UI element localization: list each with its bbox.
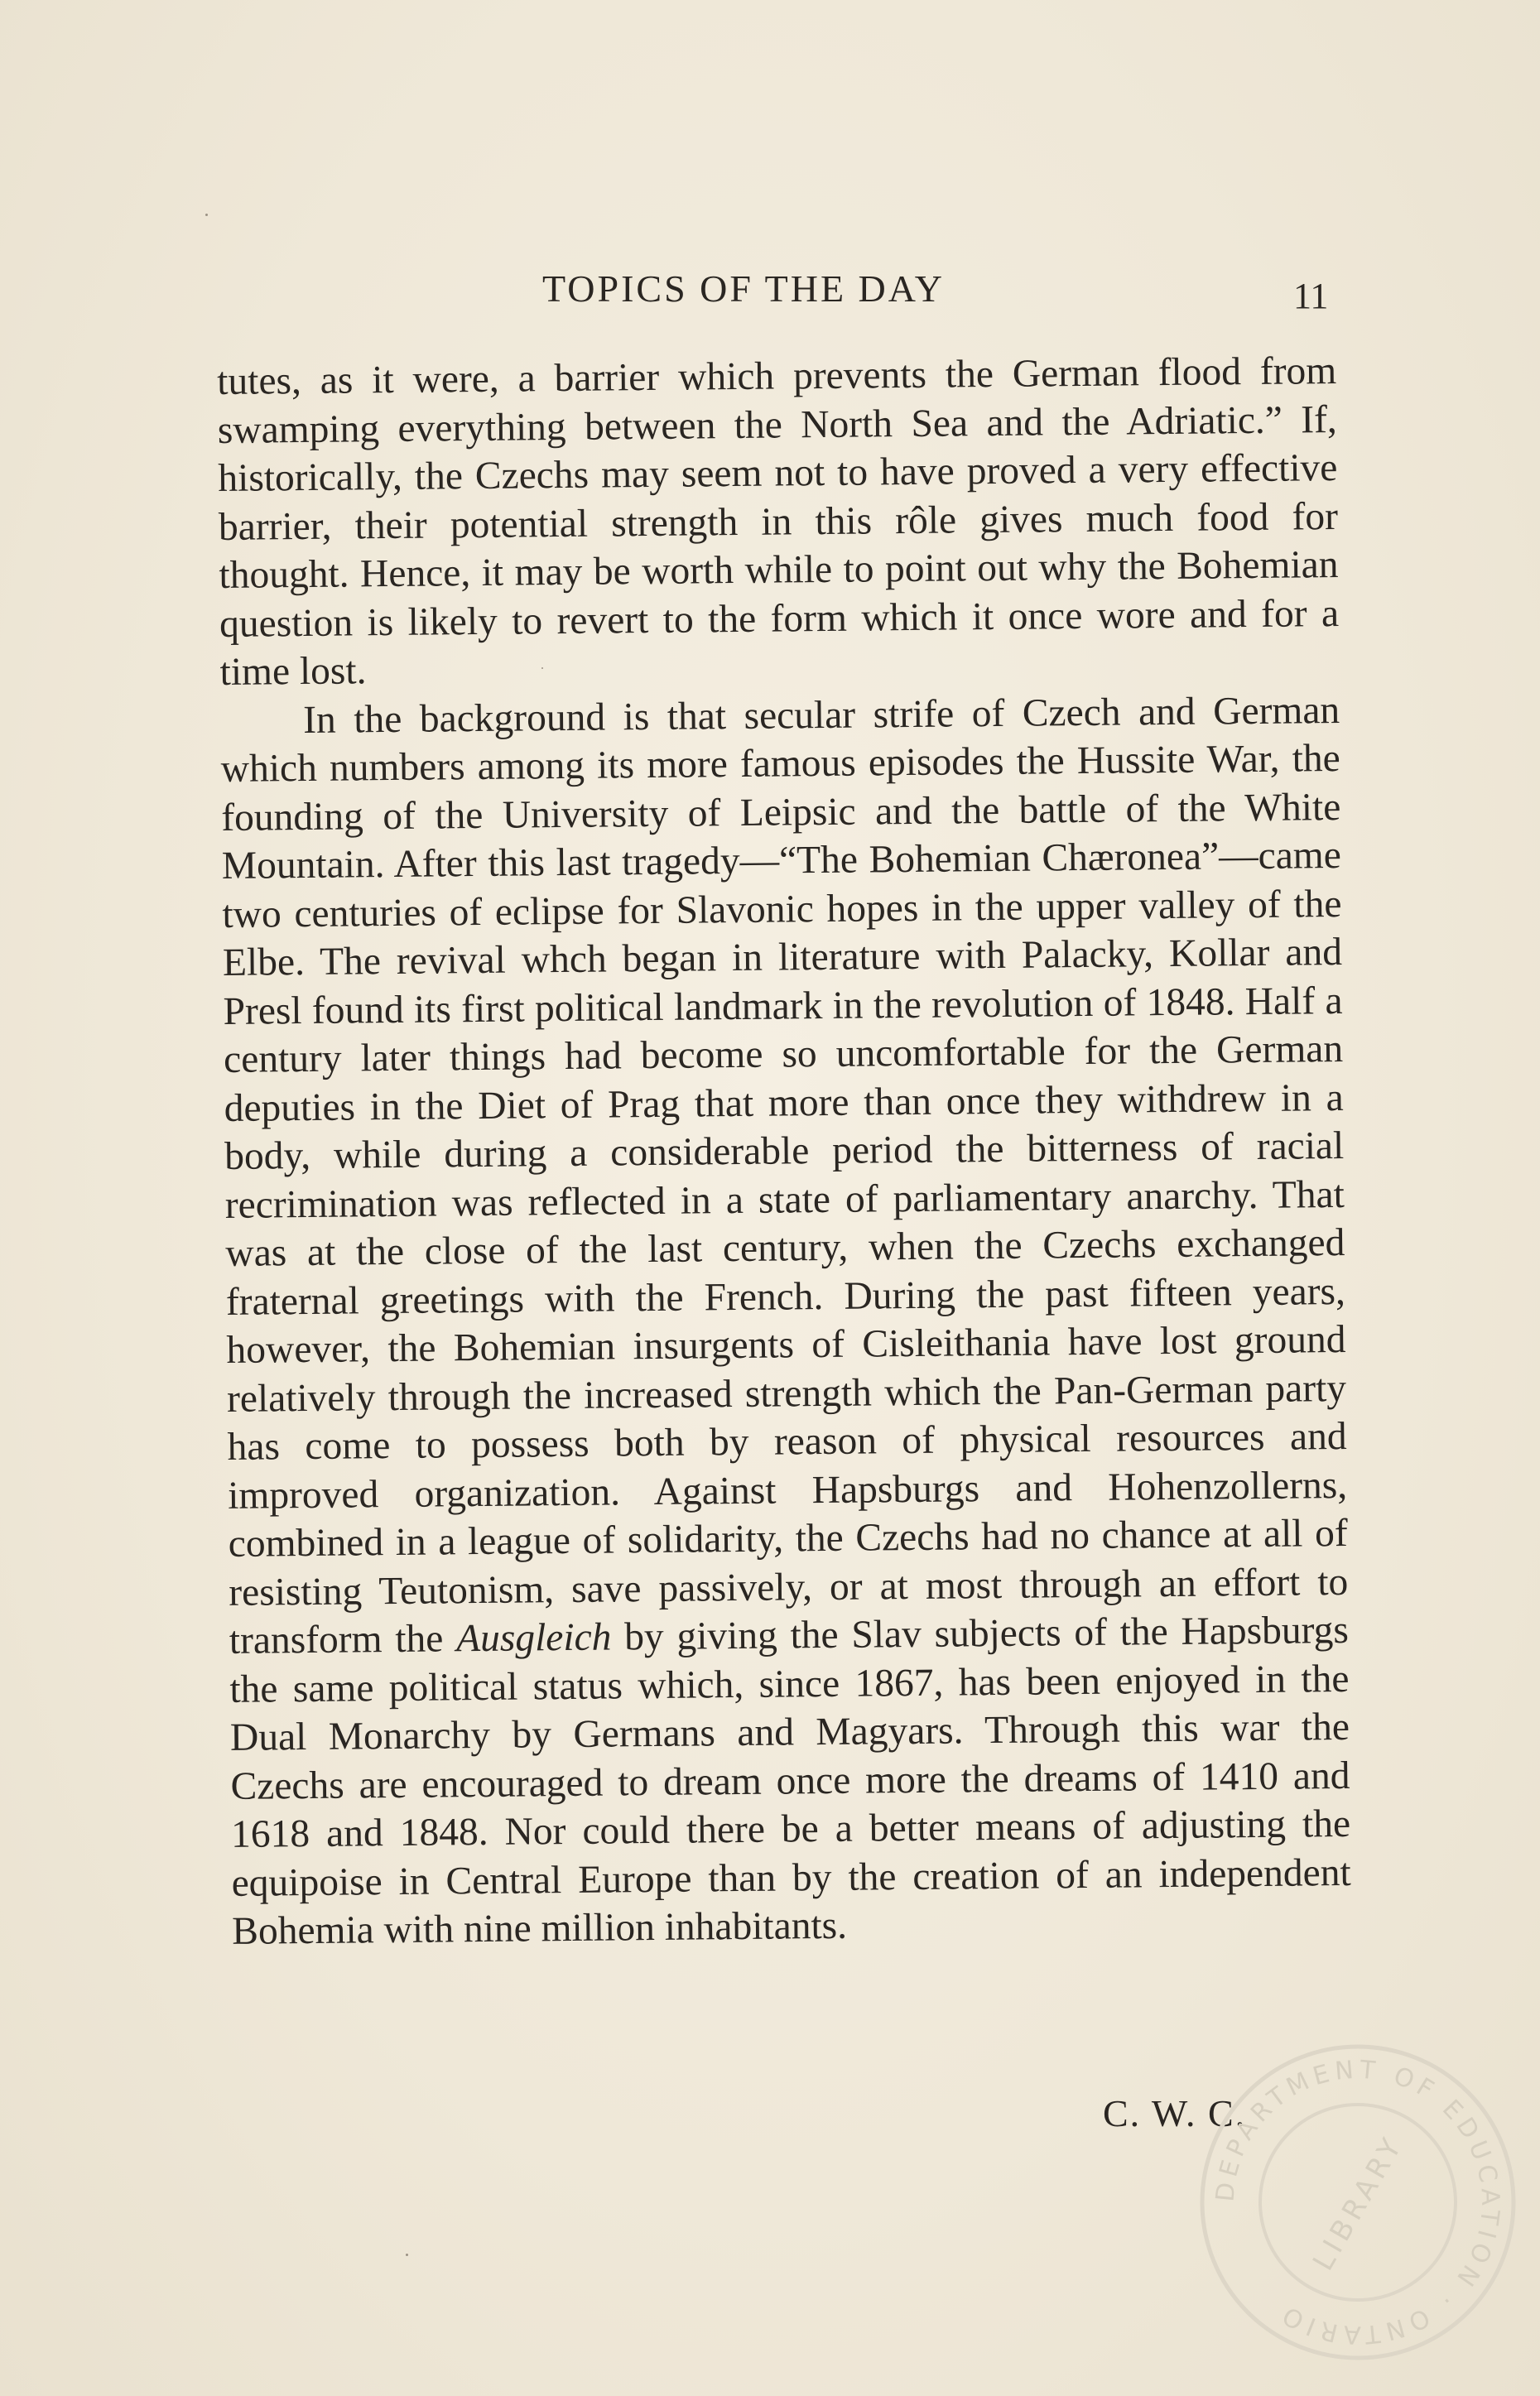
paper-speck xyxy=(541,667,543,669)
paragraph-2 xyxy=(220,686,1352,1956)
stamp-inner-text: LIBRARY xyxy=(1307,2129,1411,2277)
library-stamp xyxy=(1192,2037,1523,2368)
paragraph-2-part-2: by giving the Slav subjects of the Hapsburgs the same political status which, since 1867, has been enjoyed in the Dual Monarchy by Germans and Magyars. Through this war the Czechs are encouraged to dream once more the dreams of 1410 and 1618 and 1848. Nor could there be a better means of adjusting the equipoise in Central Europe than by the creation of an independent Bohemia with nine million inhabitants. xyxy=(229,1608,1351,1953)
italic-term: Ausgleich xyxy=(455,1615,612,1661)
paper-speck xyxy=(205,214,208,216)
signature-initials: C. W. C. xyxy=(1103,2092,1247,2134)
running-title: TOPICS OF THE DAY xyxy=(542,267,945,310)
running-head xyxy=(0,263,1540,321)
body-text xyxy=(217,347,1351,1956)
stamp-outer-text-path: DEPARTMENT OF EDUCATION · ONTARIO xyxy=(1210,2055,1505,2350)
page-number: 11 xyxy=(1293,276,1329,316)
paragraph-2-part-1: In the background is that secular strife of Czech and German which numbers among its more famous episodes the Hussite War, the founding of the University of Leipsic and the battle of the White Mountain. After this last tragedy—“The Bohemian Chæronea”—came two centuries of eclipse for Slavonic hopes in the upper valley of the Elbe. The revival whch began in literature with Palacky, Kollar and Presl found its first political landmark in the revolution of 1848. Half a century later things had become so uncomfortable for the German deputies in the Diet of Prag that more than once they withdrew in a body, while during a considerable period the bitterness of racial recrimination was reflected in a state of parliamentary anarchy. That was at the close of the last century, when the Czechs exchanged fraternal greetings with the French. During the past fifteen years, however, the Bohemian insurgents of Cisleithania have lost ground relatively through the increased strength which the Pan-German party has come to possess both by reason of physical resources and improved organization. Against Hapsburgs and Hohenzollerns, combined in a league of solidarity, the Czechs had no chance at all of resisting Teutonism, save passively, or at most through an effort to transform the xyxy=(220,688,1349,1662)
paragraph-1: tutes, as it were, a barrier which prevents the German flood from swamping everything between the North Sea and the Adriatic.” If, historically, the Czechs may seem not to have proved a very effective barrier, their potential strength in this rôle gives much food for thought. Hence, it may be worth while to point out why the Bohemian question is likely to revert to the form which it once wore and for a time lost. xyxy=(217,349,1340,694)
paper-speck xyxy=(406,2254,408,2256)
